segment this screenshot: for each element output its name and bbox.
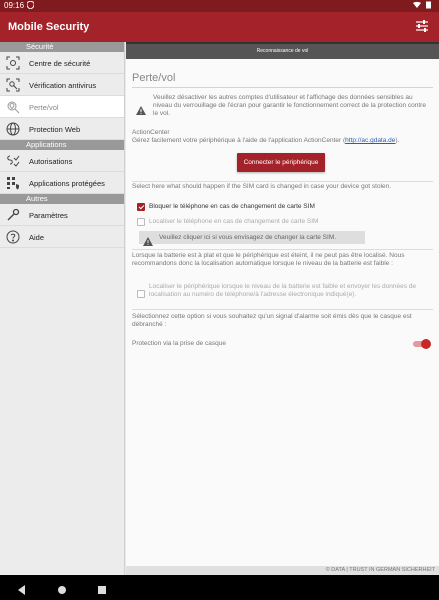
divider bbox=[132, 249, 433, 250]
scan-frame-icon bbox=[6, 56, 20, 70]
content-area bbox=[126, 42, 439, 575]
wifi-icon bbox=[413, 2, 421, 8]
sim-change-notice[interactable] bbox=[139, 231, 365, 244]
toggle-knob bbox=[421, 339, 431, 349]
battery-locate-checkbox[interactable] bbox=[137, 290, 145, 298]
wifi-battery-icons bbox=[413, 1, 433, 11]
sidebar-item-permissions[interactable] bbox=[0, 150, 124, 172]
apps-protected-icon bbox=[6, 176, 20, 190]
sidebar-section-other: Autres bbox=[0, 194, 124, 204]
back-icon[interactable] bbox=[17, 582, 27, 592]
home-icon[interactable] bbox=[57, 582, 67, 592]
sidebar-section-security: Sécurité bbox=[0, 42, 124, 52]
sidebar-item-label: Perte/vol bbox=[29, 103, 59, 112]
sim-lock-label: Bloquer le téléphone en cas de changement de carte SIM bbox=[149, 203, 315, 210]
status-time: 09:16 bbox=[4, 1, 25, 10]
battery-intro-text: Lorsque la batterie est à plat et que le périphérique est éteint, il ne peut pas être localisé. Nous recommandons donc la localisation automatique lorsque le niveau de la batterie est faible : bbox=[132, 252, 405, 267]
status-bar bbox=[0, 0, 439, 12]
sidebar-item-help[interactable] bbox=[0, 226, 124, 248]
divider bbox=[132, 181, 433, 182]
virus-scan-icon bbox=[6, 78, 20, 92]
sliders-icon[interactable] bbox=[415, 19, 429, 33]
warning-icon bbox=[136, 102, 146, 111]
battery-icon bbox=[426, 2, 431, 9]
content-header: Reconnaissance de vol bbox=[126, 42, 439, 59]
connect-device-button[interactable]: Connecter le périphérique bbox=[237, 153, 325, 172]
footer: © DATA | TRUST IN GERMAN SICHERHEIT bbox=[126, 566, 439, 575]
sidebar-item-security-center[interactable] bbox=[0, 52, 124, 74]
warning-text: Veuillez désactiver les autres comptes d'utilisateur et l'affichage des données sensibles au niveau du verrouillage de l'écran pour garantir le fonctionnement correct de la protection contre le vol. bbox=[153, 94, 426, 117]
sim-locate-checkbox[interactable] bbox=[137, 218, 145, 226]
headphone-protection-label: Protection via la prise de casque bbox=[132, 340, 226, 347]
sidebar-item-settings[interactable] bbox=[0, 204, 124, 226]
sim-change-notice-text: Veuillez cliquer ici si vous envisagez de changer la carte SIM. bbox=[159, 234, 337, 241]
warning-icon bbox=[143, 233, 153, 242]
shield-status-icon bbox=[27, 1, 34, 11]
sidebar-item-label: Protection Web bbox=[29, 125, 81, 134]
divider bbox=[132, 309, 433, 310]
location-search-icon bbox=[6, 100, 20, 114]
sim-intro-text: Select here what should happen if the SIM card is changed in case your device got stolen. bbox=[132, 183, 392, 190]
sim-locate-label: Localiser le téléphone en cas de changement de carte SIM bbox=[149, 218, 319, 225]
sidebar-item-label: Paramètres bbox=[29, 211, 68, 220]
sidebar-item-label: Vérification antivirus bbox=[29, 81, 97, 90]
recents-icon[interactable] bbox=[97, 582, 107, 592]
battery-locate-label: Localiser le périphérique lorsque le niveau de la batterie est faible et envoyer les données de localisation au numéro de téléphone/à l'adresse électronique indiqué(e). bbox=[149, 283, 417, 298]
sidebar-item-virus-scan[interactable] bbox=[0, 74, 124, 96]
sidebar-item-protected-apps[interactable] bbox=[0, 172, 124, 194]
wrench-icon bbox=[6, 208, 20, 222]
title-divider bbox=[132, 87, 433, 88]
sim-lock-checkbox[interactable] bbox=[137, 203, 145, 211]
action-center-text: Gérez facilement votre périphérique à l'aide de l'application ActionCenter (http://ac.gdata.de). bbox=[132, 137, 400, 144]
app-bar bbox=[0, 12, 439, 42]
sidebar-item-label: Applications protégées bbox=[29, 179, 105, 188]
headphone-protection-toggle[interactable] bbox=[413, 339, 431, 349]
sidebar-item-label: Centre de sécurité bbox=[29, 59, 91, 68]
app-title: Mobile Security bbox=[8, 21, 90, 33]
sidebar-item-loss-theft[interactable] bbox=[0, 96, 124, 118]
loss-theft-panel bbox=[126, 59, 439, 566]
lockscreen-warning bbox=[132, 94, 433, 124]
sidebar-section-applications: Applications bbox=[0, 140, 124, 150]
sidebar-item-label: Aide bbox=[29, 233, 45, 242]
globe-icon bbox=[6, 122, 20, 136]
sidebar-item-web-protection[interactable] bbox=[0, 118, 124, 140]
permissions-icon bbox=[6, 154, 20, 168]
action-center-title: ActionCenter bbox=[132, 129, 170, 136]
system-navigation-bar bbox=[0, 575, 439, 600]
sidebar bbox=[0, 42, 125, 575]
alarm-intro-text: Sélectionnez cette option si vous souhaitez qu'un signal d'alarme soit émis dès que le casque est débranché : bbox=[132, 313, 412, 328]
page-title: Perte/vol bbox=[132, 72, 176, 84]
action-center-link[interactable]: http://ac.gdata.de bbox=[345, 137, 396, 144]
help-icon bbox=[6, 230, 20, 244]
sidebar-item-label: Autorisations bbox=[29, 157, 73, 166]
